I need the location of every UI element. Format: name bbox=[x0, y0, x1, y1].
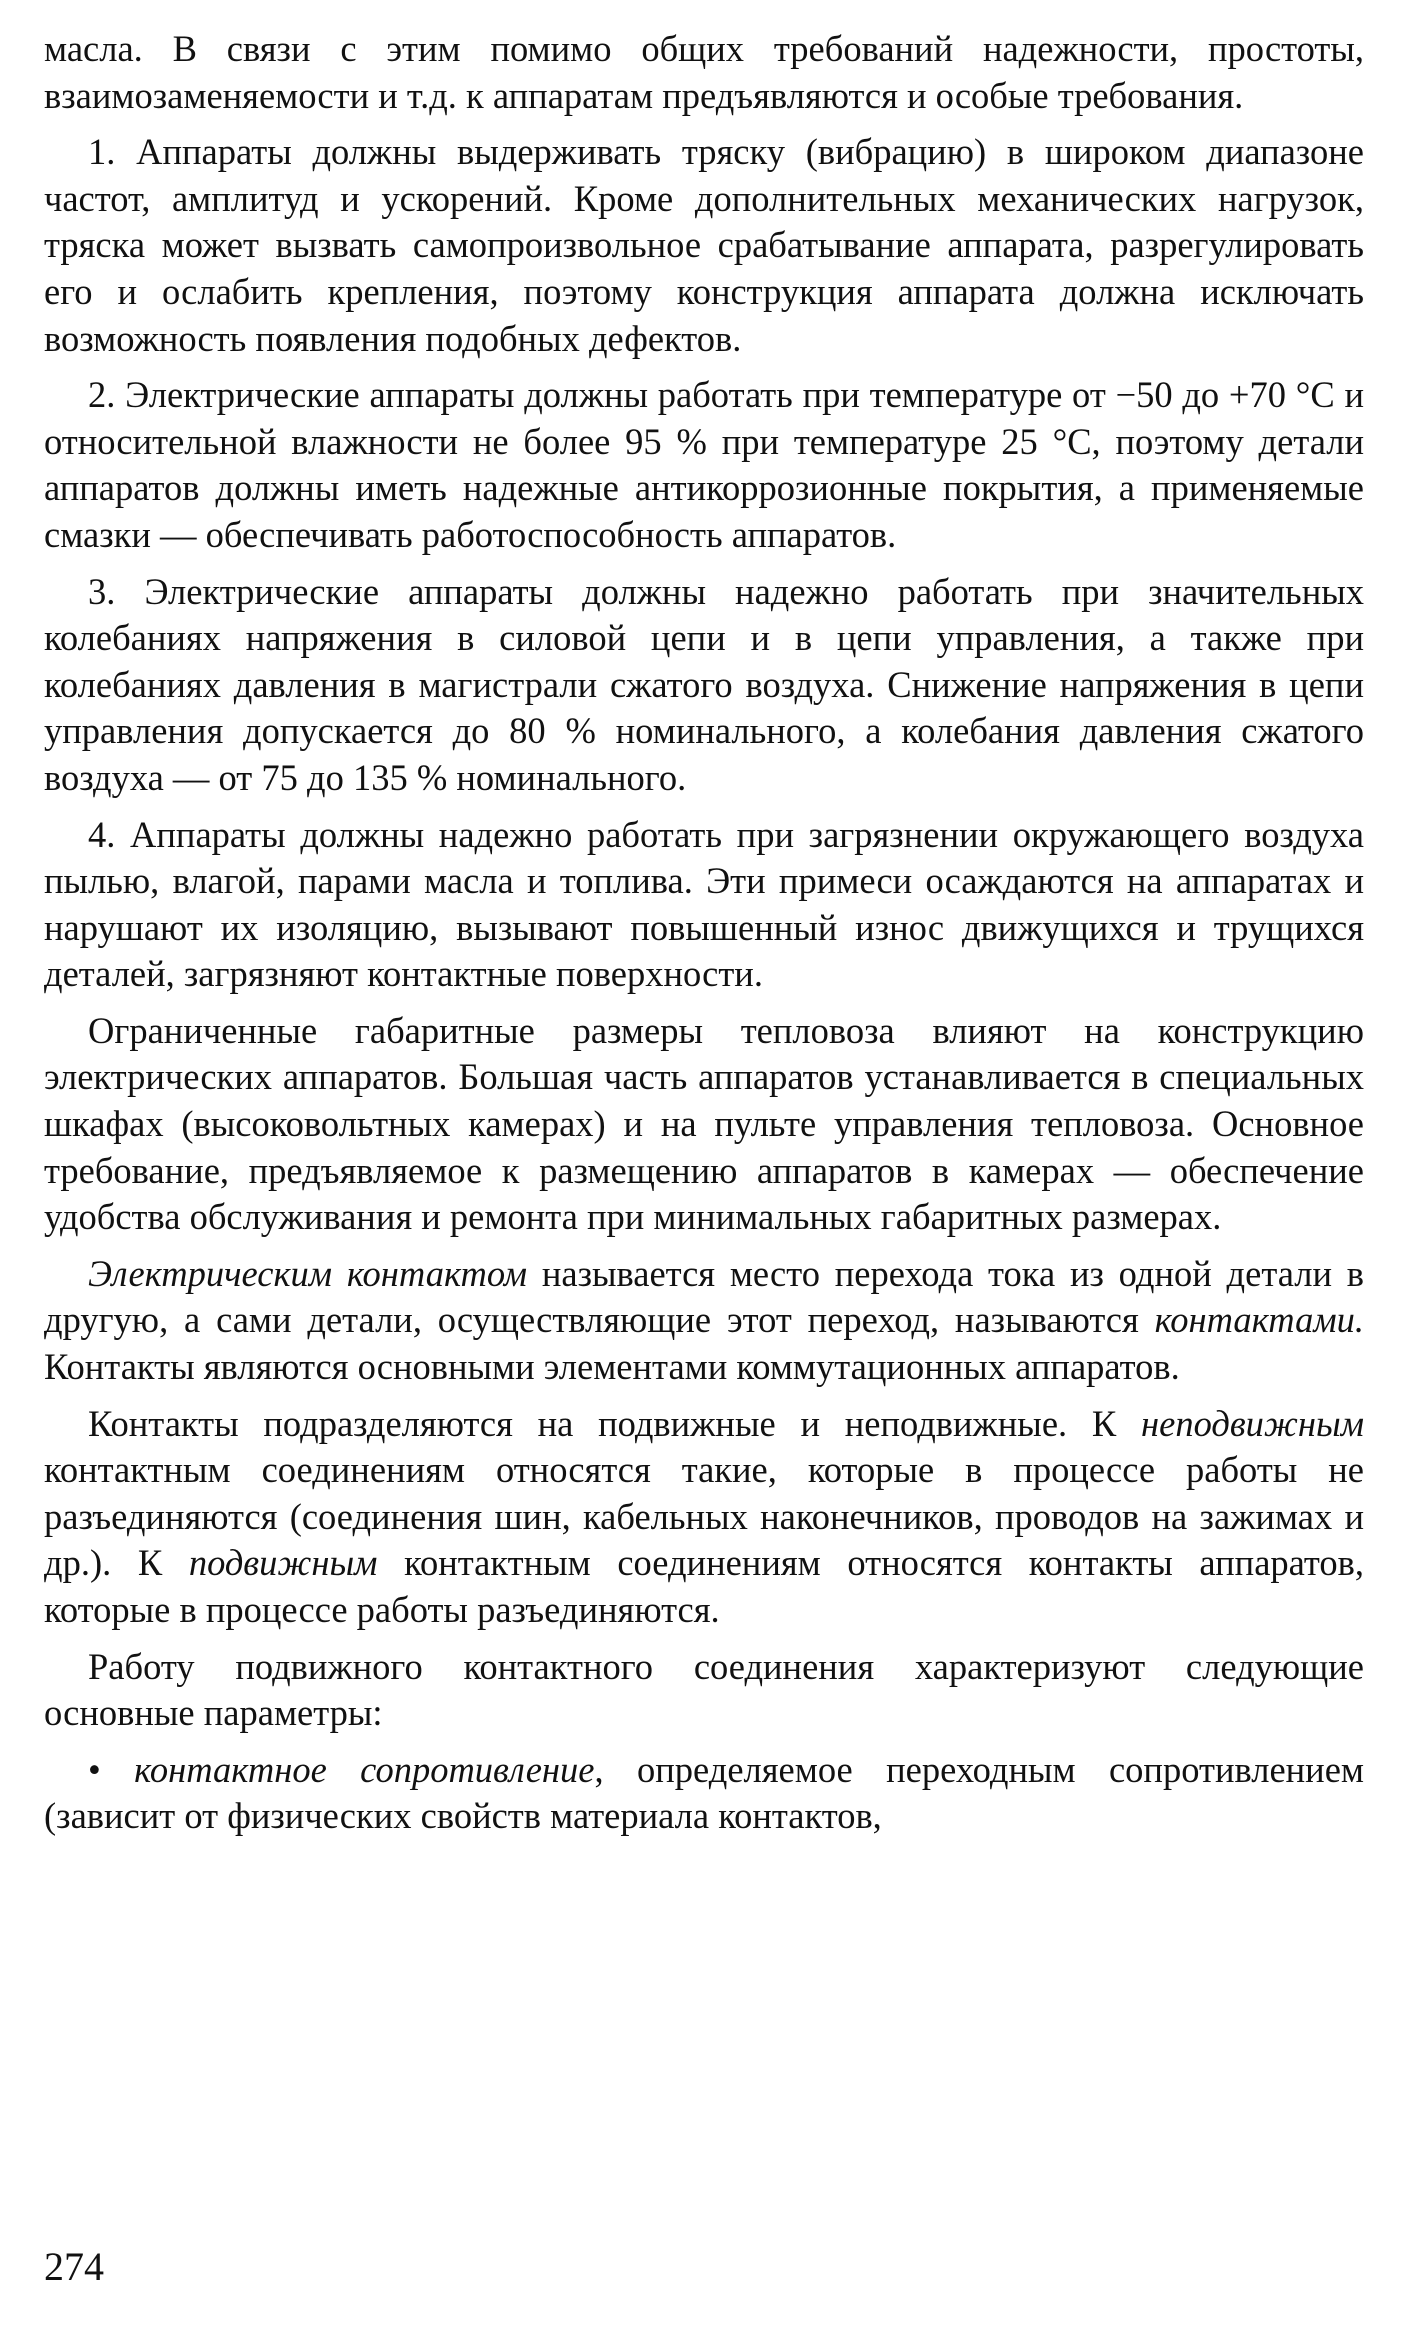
italic-term: Электрическим контактом bbox=[88, 1252, 528, 1294]
list-item-contact-resistance bbox=[44, 1747, 1364, 1840]
text-run: • bbox=[88, 1748, 135, 1790]
text-run: Контакты являются основными элементами коммутационных аппаратов. bbox=[44, 1346, 1180, 1388]
paragraph-requirement-3 bbox=[44, 569, 1364, 802]
page-body bbox=[44, 26, 1364, 1850]
text-run: 1. Аппараты должны выдерживать тряску (вибрацию) в широком диапазоне частот, амплитуд и ускорений. Кроме дополнительных механических нагрузок, тряска может вызвать самопроизвольное срабатывание аппарата, разрегулировать его и ослабить крепления, поэтому конструкция аппарата должна исключать возможность появления подобных дефектов. bbox=[44, 131, 1364, 359]
text-run: 3. Электрические аппараты должны надежно работать при значительных колебаниях напряжения в силовой цепи и в цепи управления, а также при колебаниях давления в магистрали сжатого воздуха. Снижение напряжения в цепи управления допускается до 80 % номинального, а колебания давления сжатого воздуха — от 75 до 135 % номинального. bbox=[44, 570, 1364, 798]
paragraph-requirement-4 bbox=[44, 812, 1364, 998]
text-run: контактным соединениям относятся контакты аппаратов, которые в процессе работы разъединяются. bbox=[44, 1542, 1364, 1630]
paragraph-dimensions bbox=[44, 1008, 1364, 1241]
italic-term: подвижным bbox=[188, 1542, 378, 1584]
italic-term: неподвижным bbox=[1141, 1402, 1364, 1444]
text-run: контактным соединениям относятся такие, которые в процессе работы не разъединяются (соединения шин, кабельных наконечников, проводов на зажимах и др.). К bbox=[44, 1449, 1364, 1584]
text-run: масла. В связи с этим помимо общих требований надежности, простоты, взаимозаменяемости и т.д. к аппаратам предъявляются и особые требования. bbox=[44, 28, 1364, 116]
text-run: 4. Аппараты должны надежно работать при загрязнении окружающего воздуха пылью, влагой, парами масла и топлива. Эти примеси осаждаются на аппаратах и нарушают их изоляцию, вызывают повышенный износ движущихся и трущихся деталей, загрязняют контактные поверхности. bbox=[44, 813, 1364, 995]
paragraph-requirement-1 bbox=[44, 129, 1364, 362]
text-run: , определяемое переходным сопротивлением (зависит от физических свойств материала контактов, bbox=[44, 1748, 1365, 1837]
paragraph-intro bbox=[44, 26, 1364, 119]
text-run: Работу подвижного контактного соединения характеризуют следующие основные параметры: bbox=[44, 1645, 1364, 1734]
text-run: Ограниченные габаритные размеры тепловоза влияют на конструкцию электрических аппаратов. Большая часть аппаратов устанавливается в специальных шкафах (высоковольтных камерах) и на пульте управления тепловоза. Основное требование, предъявляемое к размещению аппаратов в камерах — обеспечение удобства обслуживания и ремонта при минимальных габаритных размерах. bbox=[44, 1009, 1364, 1238]
paragraph-parameters-intro bbox=[44, 1644, 1364, 1737]
text-run: 2. Электрические аппараты должны работать при температуре от −50 до +70 °С и относительной влажности не более 95 % при температуре 25 °С, поэтому детали аппаратов должны иметь надежные антикоррозионные покрытия, а применяемые смазки — обеспечивать работоспособность аппаратов. bbox=[44, 374, 1364, 555]
text-run: Контакты подразделяются на подвижные и неподвижные. К bbox=[88, 1402, 1142, 1444]
page-number: 274 bbox=[44, 2244, 104, 2289]
paragraph-contact-types bbox=[44, 1401, 1364, 1634]
text-run: называется место перехода тока из одной детали в другую, а сами детали, осуществляющие этот переход, называются bbox=[44, 1252, 1364, 1341]
italic-term: контактное сопротивление bbox=[134, 1748, 595, 1790]
paragraph-electric-contact-definition bbox=[44, 1251, 1364, 1391]
italic-term: контактами. bbox=[1154, 1299, 1364, 1341]
paragraph-requirement-2 bbox=[44, 372, 1364, 558]
